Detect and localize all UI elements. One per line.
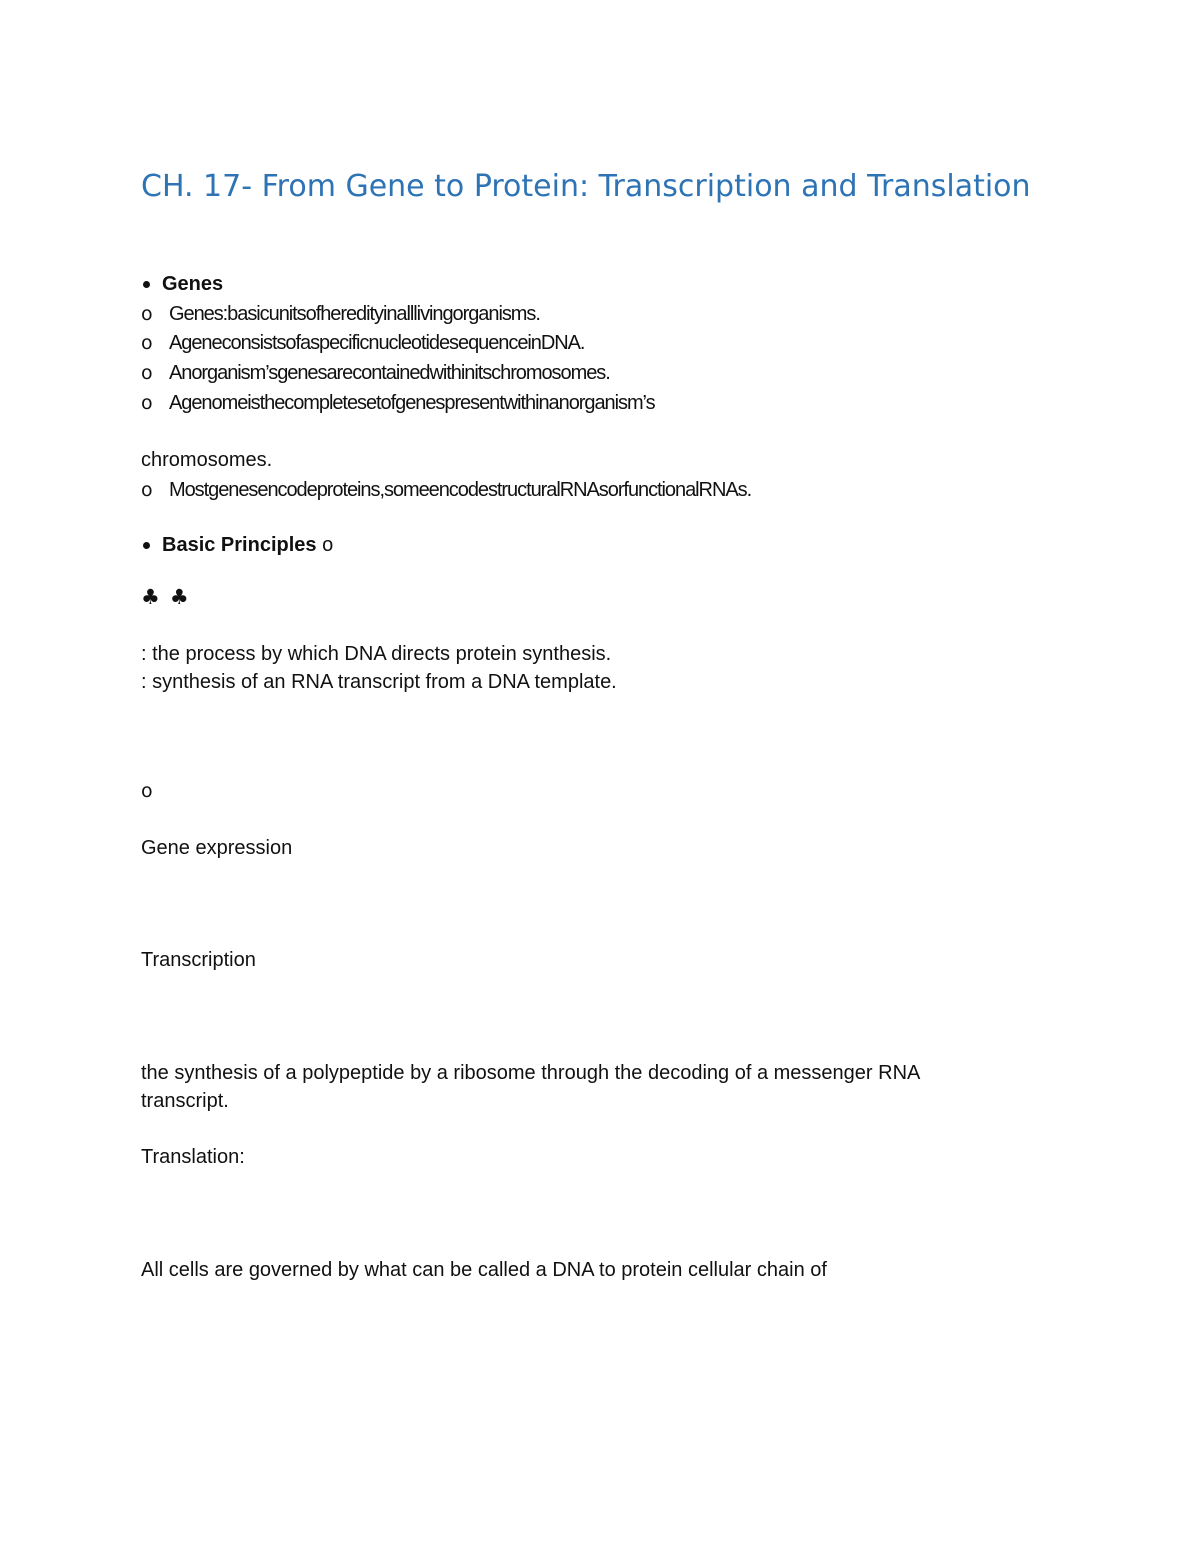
page-title: CH. 17- From Gene to Protein: Transcription and Translation <box>141 169 1031 204</box>
list-marker: o <box>141 332 153 354</box>
list-marker: o <box>141 362 153 384</box>
list-marker: o <box>141 392 153 414</box>
list-item: Genes:basicunitsofheredityinalllivingorganisms. <box>169 303 540 325</box>
bullet-icon <box>143 281 150 288</box>
definition-line: : the process by which DNA directs protein synthesis. <box>141 643 612 665</box>
term-gene-expression: Gene expression <box>141 837 293 859</box>
list-marker: o <box>322 534 334 556</box>
list-item: Anorganism’sgenesarecontainedwithinitschromosomes. <box>169 362 610 384</box>
list-item: Mostgenesencodeproteins,someencodestructuralRNAsorfunctionalRNAs. <box>169 479 752 501</box>
list-marker: o <box>141 479 153 501</box>
principles-heading: Basic Principles <box>162 534 317 556</box>
term-translation: Translation: <box>141 1146 245 1168</box>
list-item: Agenomeisthecompletesetofgenespresentwithinanorganism’s <box>169 392 655 414</box>
list-item-continuation: chromosomes. <box>141 449 273 471</box>
principles-heading-row <box>162 533 333 557</box>
definition-line: the synthesis of a polypeptide by a ribosome through the decoding of a messenger RNA <box>141 1062 921 1084</box>
genes-heading: Genes <box>162 273 224 295</box>
body-paragraph: All cells are governed by what can be called a DNA to protein cellular chain of <box>141 1259 827 1281</box>
definition-line: : synthesis of an RNA transcript from a DNA template. <box>141 671 617 693</box>
definition-line: transcript. <box>141 1090 229 1112</box>
list-item: AgeneconsistsofaspecificnucleotidesequenceinDNA. <box>169 332 585 354</box>
term-transcription: Transcription <box>141 949 256 971</box>
bullet-icon <box>143 542 150 549</box>
list-marker: o <box>141 780 153 802</box>
list-marker: o <box>141 303 153 325</box>
clubs-bullet-icon: ♣♣ <box>141 585 199 609</box>
